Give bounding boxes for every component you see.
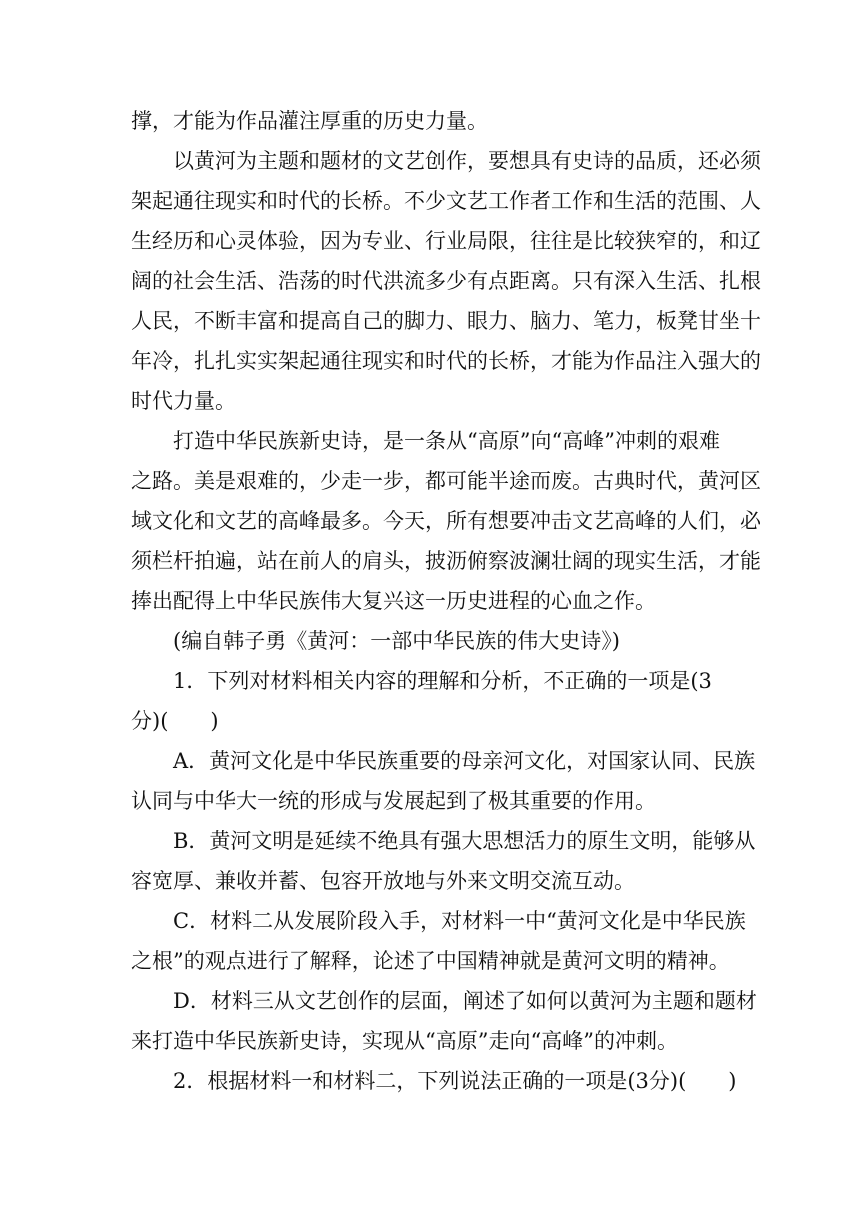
text-line: 阔的社会生活、浩荡的时代洪流多少有点距离。只有深入生活、扎根	[131, 269, 761, 293]
text-line: 域文化和文艺的高峰最多。今天，所有想要冲击文艺高峰的人们，必	[131, 509, 761, 533]
text-line: 撑，才能为作品灌注厚重的历史力量。	[131, 109, 488, 133]
text-line: 生经历和心灵体验，因为专业、行业局限，往往是比较狭窄的，和辽	[131, 229, 761, 253]
text-line: 打造中华民族新史诗，是一条从“高原”向“高峰”冲刺的艰难	[173, 429, 720, 453]
text-line: 之路。美是艰难的，少走一步，都可能半途而废。古典时代，黄河区	[131, 469, 761, 493]
option-c: 之根”的观点进行了解释，论述了中国精神就是黄河文明的精神。	[131, 949, 730, 973]
option-c: C．材料二从发展阶段入手，对材料一中“黄河文化是中华民族	[173, 909, 746, 933]
text-line: 以黄河为主题和题材的文艺创作，要想具有史诗的品质，还必须	[173, 149, 761, 173]
source-citation: (编自韩子勇《黄河：一部中华民族的伟大史诗》)	[173, 629, 620, 653]
question-1-stem: 分)( )	[131, 709, 219, 733]
text-line: 捧出配得上中华民族伟大复兴这一历史进程的心血之作。	[131, 589, 656, 613]
option-b: B．黄河文明是延续不绝具有强大思想活力的原生文明，能够从	[173, 829, 756, 853]
text-line: 年冷，扎扎实实架起通往现实和时代的长桥，才能为作品注入强大的	[131, 349, 761, 373]
option-d: D．材料三从文艺创作的层面，阐述了如何以黄河为主题和题材	[173, 989, 757, 1013]
question-1-stem: 1．下列对材料相关内容的理解和分析，不正确的一项是(3	[173, 669, 712, 693]
text-line: 人民，不断丰富和提高自己的脚力、眼力、脑力、笔力，板凳甘坐十	[131, 309, 761, 333]
question-2-stem: 2．根据材料一和材料二，下列说法正确的一项是(3分)( )	[173, 1069, 737, 1093]
text-line: 架起通往现实和时代的长桥。不少文艺工作者工作和生活的范围、人	[131, 189, 761, 213]
option-b: 容宽厚、兼收并蓄、包容开放地与外来文明交流互动。	[131, 869, 635, 893]
text-line: 时代力量。	[131, 389, 236, 413]
option-d: 来打造中华民族新史诗，实现从“高原”走向“高峰”的冲刺。	[131, 1029, 678, 1053]
text-line: 须栏杆拍遍，站在前人的肩头，披沥俯察波澜壮阔的现实生活，才能	[131, 549, 761, 573]
option-a: 认同与中华大一统的形成与发展起到了极其重要的作用。	[131, 789, 656, 813]
option-a: A．黄河文化是中华民族重要的母亲河文化，对国家认同、民族	[173, 749, 756, 773]
